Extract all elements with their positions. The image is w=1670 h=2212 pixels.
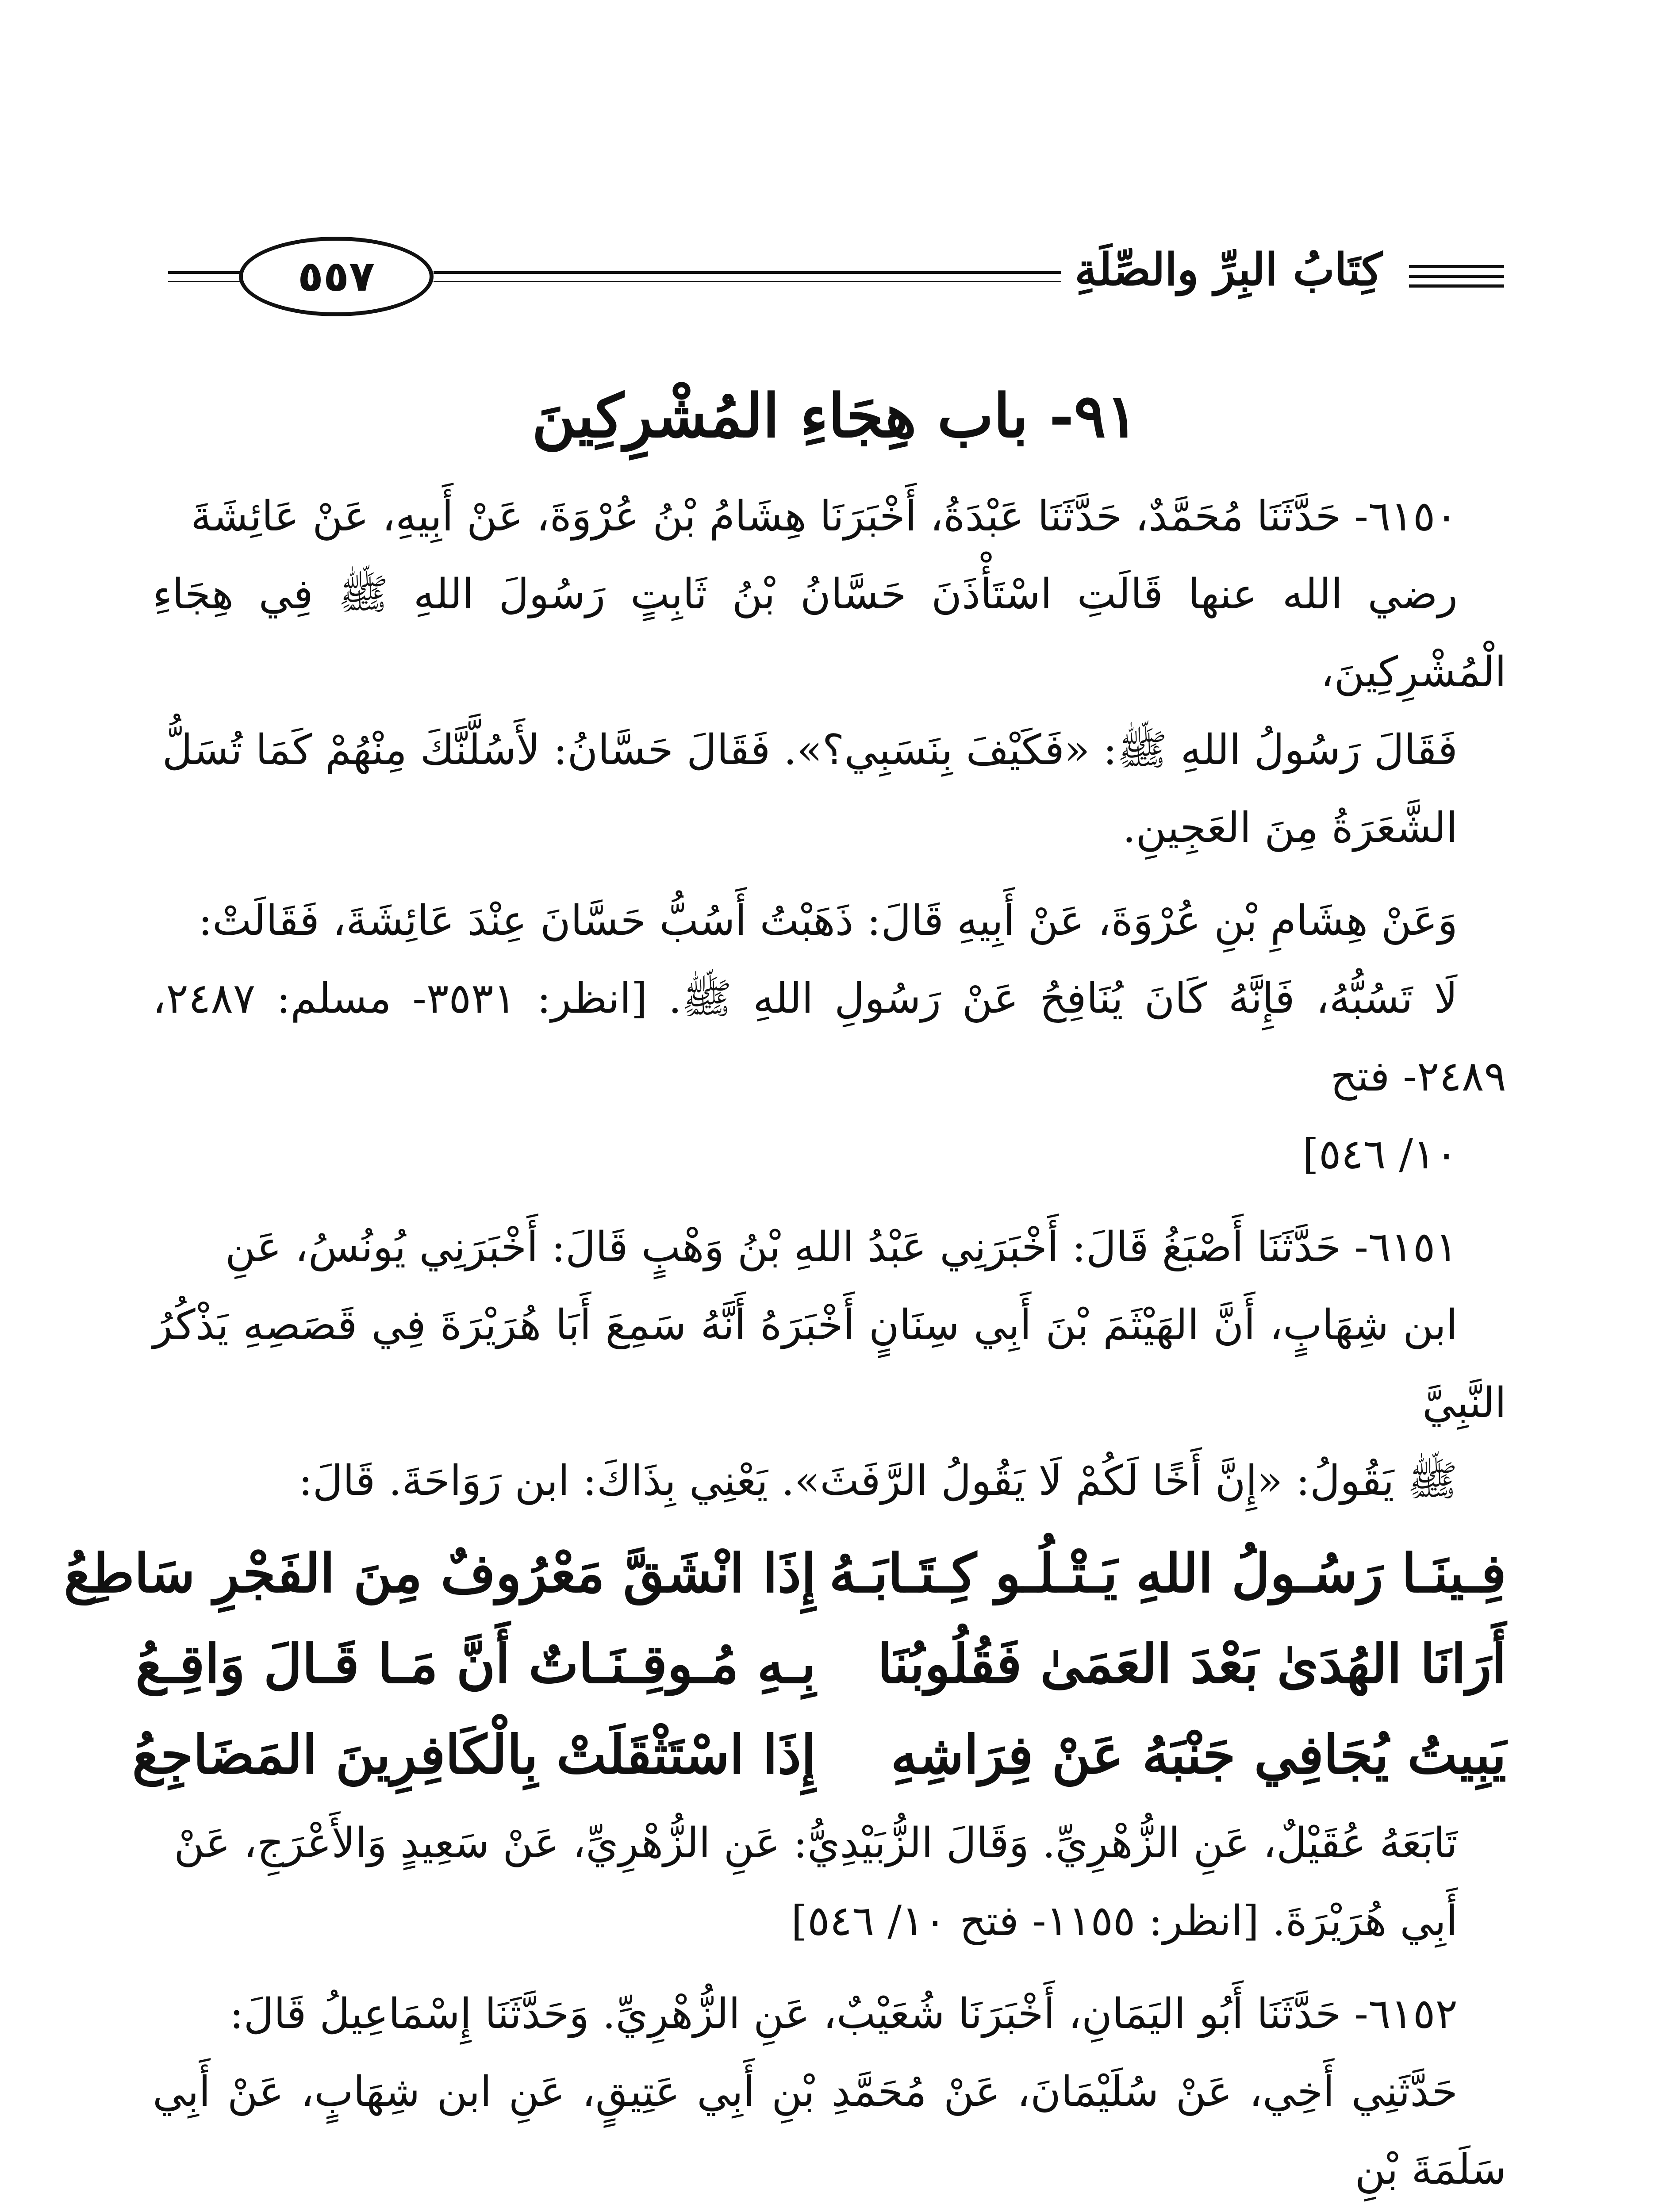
hadith-paragraph	[153, 1975, 1506, 2212]
poem	[64, 1528, 1506, 1800]
poem-hemistich: يَبِيتُ يُجَافِي جَنْبَهُ عَنْ فِرَاشِهِ	[891, 1724, 1506, 1786]
text-line: فَقَالَ رَسُولُ اللهِ ﷺ: «فَكَيْفَ بِنَسَبِي؟». فَقَالَ حَسَّانُ: لأَسُلَّنَّكَ مِنْهُمْ كَمَا تُسَلُّ	[162, 726, 1458, 774]
text-line	[153, 2209, 1506, 2212]
header-rule-left-thin	[168, 281, 241, 282]
text-line: ٦١٥٢- حَدَّثَنَا أَبُو اليَمَانِ، أَخْبَرَنَا شُعَيْبٌ، عَنِ الزُّهْرِيِّ. وَحَدَّثَنَا إِسْمَاعِيلُ قَالَ:	[229, 1990, 1458, 2038]
header-rule-right-1	[1409, 265, 1504, 268]
chapter-title: ٩١- باب هِجَاءِ المُشْرِكِينَ	[532, 380, 1138, 451]
hadith-paragraph	[153, 1209, 1506, 1520]
header-rule-left	[168, 271, 241, 274]
poem-hemistich: بِـهِ مُـوقِـنَـاتٌ أَنَّ مَـا قَـالَ وَاقِـعُ	[135, 1633, 816, 1695]
poem-hemistich: إِذَا انْشَقَّ مَعْرُوفٌ مِنَ الفَجْرِ سَاطِعُ	[64, 1542, 816, 1605]
text-line: لَا تَسُبُّهُ، فَإِنَّهُ كَانَ يُنَافِحُ عَنْ رَسُولِ اللهِ ﷺ. [انظر: ٣٥٣١- مسلم: ٢٤٨٧، ٢٤٨٩- فتح	[153, 975, 1506, 1101]
hadith-paragraph	[153, 478, 1506, 867]
text-line: تَابَعَهُ عُقَيْلٌ، عَنِ الزُّهْرِيِّ. وَقَالَ الزُّبَيْدِيُّ: عَنِ الزُّهْرِيِّ، عَنْ سَعِيدٍ وَالأَعْرَجِ، عَنْ	[174, 1819, 1458, 1867]
poem-hemistich: أَرَانَا الهُدَىٰ بَعْدَ العَمَىٰ فَقُلُوبُنَا	[877, 1633, 1506, 1695]
text-body	[64, 478, 1506, 2212]
text-line: وَعَنْ هِشَامِ بْنِ عُرْوَةَ، عَنْ أَبِيهِ قَالَ: ذَهَبْتُ أَسُبُّ حَسَّانَ عِنْدَ عَائِشَةَ، فَقَالَتْ:	[198, 897, 1458, 945]
page-number: ٥٥٧	[239, 237, 434, 316]
text-line: ٦١٥٠- حَدَّثَنَا مُحَمَّدٌ، حَدَّثَنَا عَبْدَةُ، أَخْبَرَنَا هِشَامُ بْنُ عُرْوَةَ، عَنْ أَبِيهِ، عَنْ عَائِشَةَ	[191, 492, 1458, 541]
poem-verse	[135, 1619, 1506, 1709]
poem-verse	[132, 1709, 1506, 1800]
text-line: ﷺ يَقُولُ: «إِنَّ أَخًا لَكُمْ لَا يَقُولُ الرَّفَثَ». يَعْنِي بِذَاكَ: ابن رَوَاحَةَ. قَالَ:	[298, 1457, 1458, 1505]
text-line: حَدَّثَنِي أَخِي، عَنْ سُلَيْمَانَ، عَنْ مُحَمَّدِ بْنِ أَبِي عَتِيقٍ، عَنِ ابن شِهَابٍ، عَنْ أَبِي سَلَمَةَ بْنِ	[153, 2068, 1506, 2194]
book-title: كِتَابُ البِرِّ والصِّلَةِ	[1061, 243, 1396, 296]
text-line: رضي الله عنها قَالَتِ اسْتَأْذَنَ حَسَّانُ بْنُ ثَابِتٍ رَسُولَ اللهِ ﷺ فِي هِجَاءِ الْمُشْرِكِينَ،	[153, 570, 1506, 696]
poem-hemistich: فِـينَـا رَسُـولُ اللهِ يَـتْـلُـو كِـتَـابَـهُ	[829, 1542, 1506, 1605]
header-rule-right-3	[1409, 284, 1504, 288]
poem-verse	[64, 1528, 1506, 1619]
hadith-paragraph	[153, 882, 1506, 1194]
text-line: ٦١٥١- حَدَّثَنَا أَصْبَغُ قَالَ: أَخْبَرَنِي عَبْدُ اللهِ بْنُ وَهْبٍ قَالَ: أَخْبَرَنِي يُونُسُ، عَنِ	[225, 1223, 1458, 1271]
header-rule-right-2	[1409, 275, 1504, 278]
hadith-paragraph	[153, 1805, 1506, 1960]
text-line: ١٠/ ٥٤٦]	[1302, 1130, 1458, 1179]
text-line: ابن شِهَابٍ، أَنَّ الهَيْثَمَ بْنَ أَبِي سِنَانٍ أَخْبَرَهُ أَنَّهُ سَمِعَ أَبَا هُرَيْرَةَ فِي قَصَصِهِ يَذْكُرُ النَّبِيَّ	[153, 1301, 1506, 1427]
text-line: أَبِي هُرَيْرَةَ. [انظر: ١١٥٥- فتح ١٠/ ٥٤٦]	[791, 1897, 1458, 1945]
running-header	[168, 219, 1504, 330]
poem-hemistich: إِذَا اسْتَثْقَلَتْ بِالْكَافِرِينَ المَضَاجِعُ	[132, 1724, 816, 1786]
text-line: الشَّعَرَةُ مِنَ العَجِينِ.	[1122, 804, 1458, 852]
